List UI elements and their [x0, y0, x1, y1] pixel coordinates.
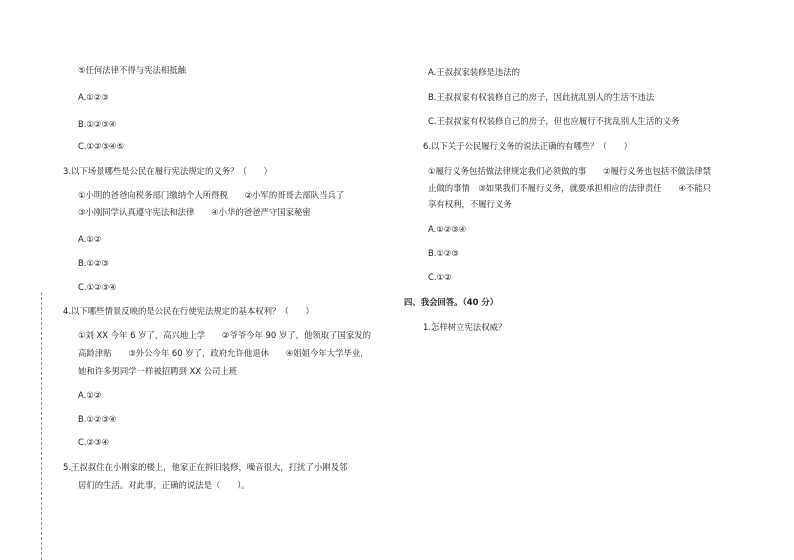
- question-5-text-line: 5.王叔叔住在小刚家的楼上，他家正在拆旧装修，噪音很大，打扰了小刚及邻: [63, 462, 348, 472]
- answer-choice-a: A.①②③④: [428, 224, 467, 234]
- question-3-statement-line: ①小明的爸爸向税务部门缴纳个人所得税 ②小军的哥哥去部队当兵了: [78, 190, 345, 200]
- question-3-statement-line: ③小刚同学认真遵守宪法和法律 ④小华的爸爸严守国家秘密: [78, 207, 311, 217]
- answer-choice-c: C.①②③④⑤: [78, 141, 125, 151]
- answer-choice-b: B.①②③④: [78, 414, 117, 424]
- answer-choice-c: C.王叔叔家有权装修自己的房子，但也应履行不扰乱别人生活的义务: [428, 116, 680, 126]
- question-6-title: 6.以下关于公民履行义务的说法正确的有哪些？（ ）: [423, 141, 632, 151]
- answer-choice-a: A.①②: [78, 234, 102, 244]
- option-line: ⑤任何法律不得与宪法相抵触: [78, 65, 187, 75]
- answer-choice-b: B.①②③: [78, 258, 109, 268]
- question-4-statement-line: 她和许多男同学一样被招聘到 XX 公司上班: [78, 366, 238, 376]
- answer-choice-a: A.①②: [78, 390, 102, 400]
- question-4-statement-line: 高龄津贴 ③外公今年 60 岁了，政府允许他退休 ④姐姐今年大学毕业，: [78, 348, 369, 358]
- question-6-statement-line: 止做的事情 ③如果我们不履行义务，就要承担相应的法律责任 ④不能只: [428, 183, 712, 193]
- answer-choice-b: B.①②③: [428, 248, 459, 258]
- answer-choice-a: A.①②③: [78, 92, 109, 102]
- question-5-text-line: 居们的生活。对此事，正确的说法是（ ）。: [78, 480, 250, 490]
- answer-choice-c: C.①②③④: [78, 282, 117, 292]
- question-4-statement-line: ①刘 XX 今年 6 岁了，高兴地上学 ②爷爷今年 90 岁了，他领取了国家发的: [78, 330, 371, 340]
- answer-choice-c: C.②③④: [78, 437, 110, 447]
- section-4-question-1: 1.怎样树立宪法权威？: [423, 322, 507, 332]
- question-4-title: 4.以下哪些情景反映的是公民在行使宪法规定的基本权利？（ ）: [63, 306, 314, 316]
- section-4-heading: 四、我会回答。（40 分）: [404, 297, 499, 307]
- answer-choice-b: B.①②③④: [78, 119, 117, 129]
- question-3-title: 3.以下场景哪些是公民在履行宪法规定的义务？（ ）: [63, 166, 272, 176]
- question-6-statement-line: 享有权利，不履行义务: [428, 199, 512, 209]
- answer-choice-c: C.①②: [428, 272, 452, 282]
- question-6-statement-line: ①履行义务包括做法律规定我们必须做的事 ②履行义务也包括不做法律禁: [428, 166, 712, 176]
- binding-margin-line: [41, 292, 42, 560]
- answer-choice-b: B.王叔叔家有权装修自己的房子，因此扰乱别人的生活不违法: [428, 92, 655, 102]
- answer-choice-a: A.王叔叔家装修是违法的: [428, 67, 520, 77]
